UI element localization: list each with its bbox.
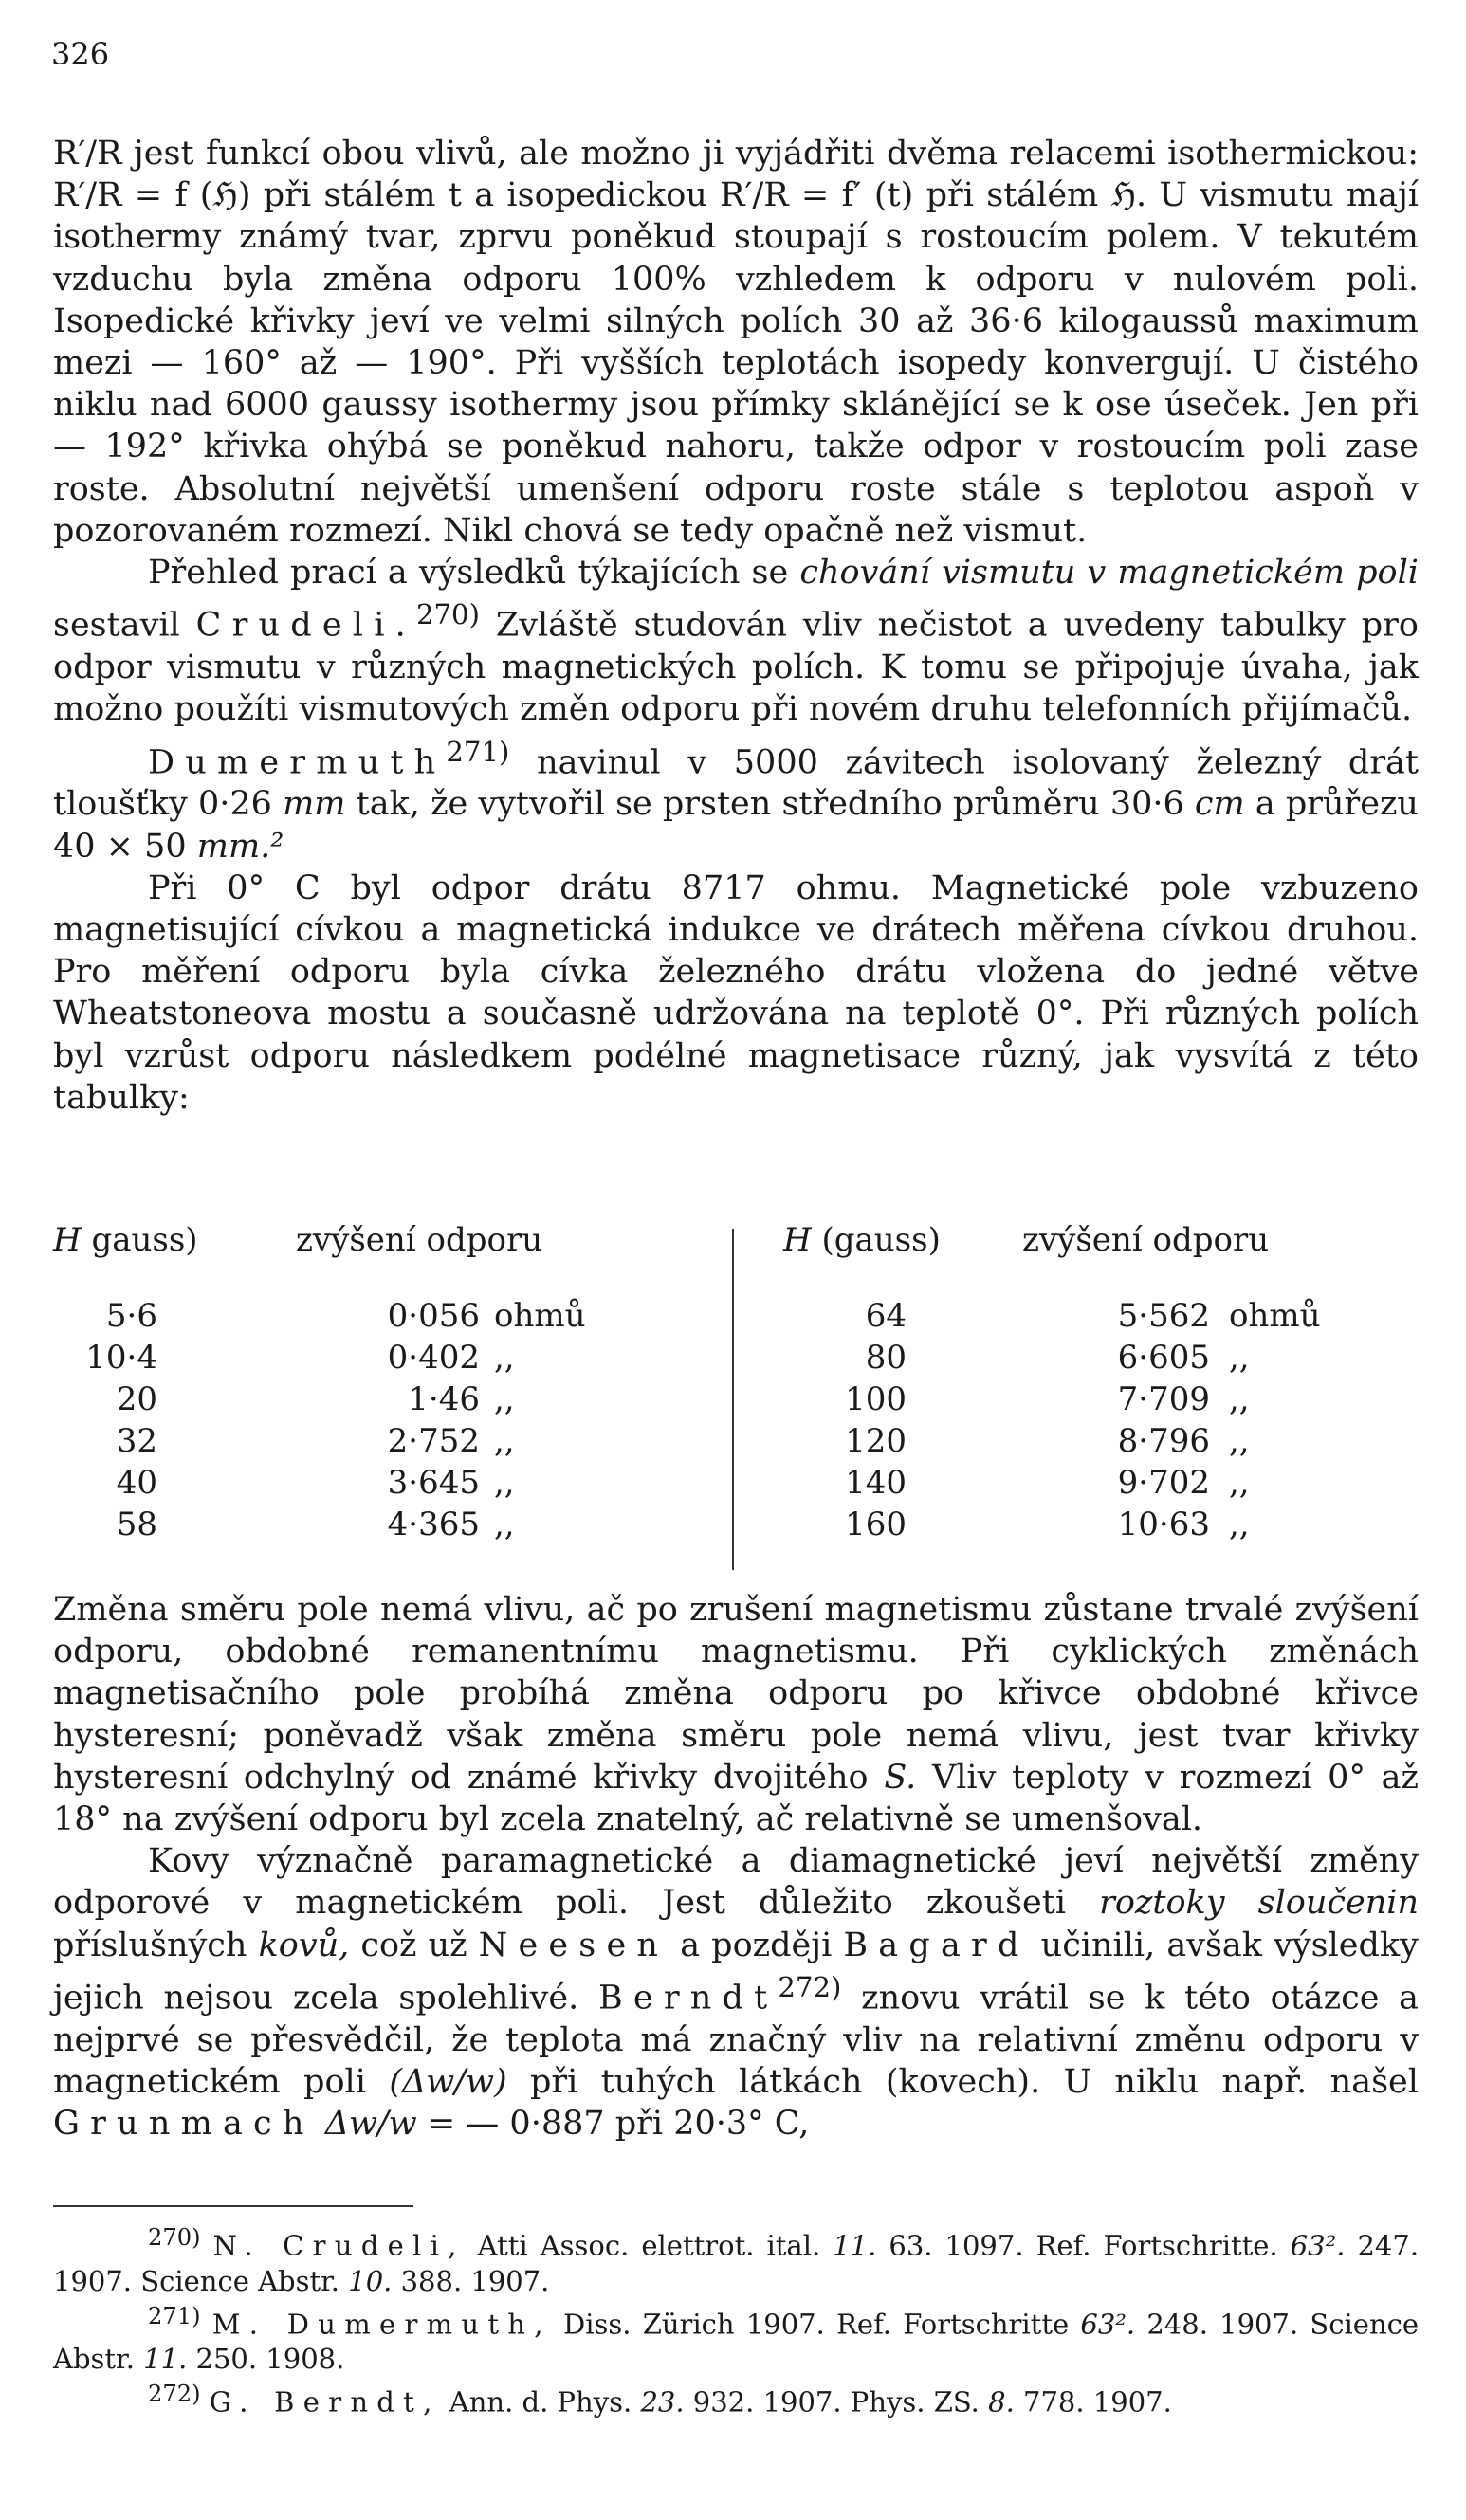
cell-unit: ,, [494,1464,515,1502]
text-run: Změna směru pole nemá vlivu, ač po zrušení magnetismu zůstane trvalé zvýšení odporu, obdobné remanentnímu magnetismu. Při cyklických změnách magnetisačního pole probíhá změna odporu po křivce obdobné křivce hysteresní; poněvadž však změna směru pole nemá vlivu, jest tvar křivky hysteresní odchylný od známé křivky dvojitého [53,1591,1419,1797]
footnote-ref: 271) [446,735,510,768]
author-name: Grunmach [53,2105,315,2144]
volume: 11. [143,2343,188,2376]
paragraph-measurement: Při 0° C byl odpor drátu 8717 ohmu. Magnetické pole vzbuzeno magnetisující cívkou a magnetická indukce ve drátech měřena cívkou druhou. Pro měření odporu byla cívka železného drátu vložena do jedné větve Wheatstoneova mostu a současně udržována na teplotě 0°. Při různých polích byl vzrůst odporu následkem podélné magnetisace různý, jak vysvítá z této tabulky: [53,868,1419,1117]
footnote-270 [53,2220,1419,2299]
unit: mm [283,785,346,824]
unit-label: gauss) [91,1221,198,1259]
volume: 23. [640,2385,685,2419]
table-header-value: zvýšení odporu [296,1221,543,1259]
cell-h: 32 [116,1422,157,1460]
text-run: Vliv teploty v rozmezí 0° až 18° na zvýšení odporu byl zcela znatelný, ač relativně se umenšoval. [53,1758,1419,1839]
unit: cm [1194,785,1245,824]
page-number: 326 [51,36,110,72]
italic-phrase: chování vismutu v magnetickém poli [799,554,1419,593]
table-row [53,1504,736,1545]
cell-h: 58 [116,1506,157,1543]
text-run: znovu vrátil se k této otázce a nejprvé se přesvědčil, že teplota má značný vliv na relativní změnu odporu v magnetickém poli [53,1979,1419,2101]
volume: 63². [1080,2308,1136,2341]
volume: 10. [348,2264,393,2297]
cell-h: 100 [845,1380,907,1418]
paragraph-alloys [53,1840,1419,2145]
footnote-272 [53,2377,1419,2420]
cell-h: 140 [845,1464,907,1502]
unit: mm.² [196,827,284,866]
italic-phrase: kovů, [258,1926,350,1964]
text-run: tak, že vytvořil se prsten středního průměru 30·6 [356,785,1184,824]
cell-unit: ohmů [1229,1297,1321,1335]
footnotes [53,2220,1419,2420]
text-run: 932. 1907. Phys. ZS. [692,2385,980,2419]
table-right [736,1219,1419,1570]
footnote-mark: 271) [148,2302,201,2329]
footnote-ref: 270) [415,598,480,631]
author-name: Neesen [478,1926,669,1964]
text-run: 247. 1907. Science Abstr. [53,2229,1420,2297]
cell-unit: ,, [1229,1506,1250,1543]
footnote-mark: 272) [148,2381,201,2408]
cell-h: 120 [845,1422,907,1460]
text-run: při tuhých látkách (kovech). U niklu např. našel [529,2062,1419,2101]
table-row [53,1462,736,1504]
cell-value: 9·702 [1117,1464,1210,1502]
table-header-h [783,1219,941,1261]
cell-unit: ,, [494,1380,515,1418]
table-row [736,1504,1419,1545]
text-run: 63. 1097. Ref. Fortschritte. [889,2229,1278,2262]
paragraph-dumermuth [53,731,1419,867]
italic-phrase: roztoky sloučenin [1099,1884,1419,1923]
cell-value: 8·796 [1117,1422,1210,1460]
text-run: učinili, avšak výsledky jejich nejsou zcela spolehlivé. [53,1926,1419,2018]
cell-h: 64 [865,1297,907,1335]
author-name: M. Dumermuth, [211,2308,552,2341]
text-run: Atti Assoc. elettrot. ital. [477,2229,821,2262]
cell-unit: ,, [494,1422,515,1460]
text-run: sestavil [53,606,180,645]
main-text [53,133,1419,1119]
cell-value: 7·709 [1117,1380,1210,1418]
table-row [53,1295,736,1337]
table-left [53,1219,736,1570]
text-run: Diss. Zürich 1907. Ref. Fortschritte [562,2308,1070,2341]
text-run: 250. 1908. [195,2343,345,2376]
paragraph-crudeli [53,552,1419,730]
volume: 8. [988,2385,1015,2419]
table-header-value: zvýšení odporu [1022,1221,1270,1259]
cell-h: 20 [116,1380,157,1418]
paragraph-hysteresis [53,1589,1419,1840]
author-name: Bagard [843,1926,1030,1964]
text-run: navinul v 5000 závitech isolovaný železný drát tloušťky 0·26 [53,743,1419,824]
lower-text [53,1589,1419,2145]
table-row [736,1420,1419,1462]
symbol-h: H [783,1221,812,1259]
author-name: Berndt [597,1979,779,2018]
table-divider [732,1229,734,1570]
volume: 11. [833,2229,877,2262]
cell-unit: ohmů [494,1297,586,1335]
footnote-mark: 270) [148,2224,201,2251]
text-run: Zvláště studován vliv nečistot a uvedeny tabulky pro odpor vismutu v různých magnetických polích. K tomu se připojuje úvaha, jak možno použíti vismutových změn odporu při novém druhu telefonních přijímačů. [53,606,1419,729]
text-run: Přehled prací a výsledků týkajících se [148,554,789,593]
cell-unit: ,, [1229,1339,1250,1377]
cell-unit: ,, [1229,1464,1250,1502]
table-row [53,1379,736,1420]
text-run: a průřezu 40 × 50 [53,785,1419,866]
table-row [736,1337,1419,1379]
table-row [736,1379,1419,1420]
table-row [53,1420,736,1462]
text-run: = — 0·887 při 20·3° C, [427,2105,810,2144]
text-run: a později [680,1926,833,1964]
footnote-ref: 272) [778,1970,842,2003]
cell-value: 2·752 [387,1422,480,1460]
unit-label: (gauss) [821,1221,941,1259]
cell-h: 80 [865,1339,907,1377]
cell-unit: ,, [494,1506,515,1543]
volume: 63². [1290,2229,1346,2262]
text-run: Ann. d. Phys. [449,2385,632,2419]
cell-value: 4·365 [387,1506,480,1543]
text-run: 388. 1907. [400,2264,550,2297]
table-row [53,1337,736,1379]
cell-unit: ,, [494,1339,515,1377]
text-run: příslušných [53,1926,247,1964]
text-run: 778. 1907. [1023,2385,1172,2419]
paragraph-isothermy: R′/R jest funkcí obou vlivů, ale možno ji vyjádřiti dvěma relacemi isothermickou: R′/R = f (ℌ) při stálém t a isopedickou R′/R = f′ (t) při stálém ℌ. U vismutu mají isothermy známý tvar, zprvu poněkud stoupají s rostoucím polem. V tekutém vzduchu byla změna odporu 100% vzhledem k odporu v nulovém poli. Isopedické křivky jeví ve velmi silných polích 30 až 36·6 kilogaussů maximum mezi — 160° až — 190°. Při vyšších teplotách isopedy konvergují. U čistého niklu nad 6000 gaussy isothermy jsou přímky sklánějící se k ose úseček. Jen při — 192° křivka ohýbá se poněkud nahoru, takže odpor v rostoucím poli zase roste. Absolutní největší umenšení odporu roste stále s teplotou aspoň v pozorovaném rozmezí. Nikl chová se tedy opačně než vismut. [53,135,1419,550]
footnote-271 [53,2299,1419,2378]
italic-letter: S. [884,1758,917,1797]
author-name: Dumermuth [148,743,447,782]
footnote-rule [53,2205,413,2207]
cell-unit: ,, [1229,1380,1250,1418]
cell-h: 40 [116,1464,157,1502]
cell-value: 3·645 [387,1464,480,1502]
formula: Δw/w [324,2105,417,2144]
table-row [736,1295,1419,1337]
text-run: Kovy význačně paramagnetické a diamagnetické jeví největší změny odporové v magnetickém poli. Jest důležito zkoušeti [53,1842,1419,1923]
formula: (Δw/w) [389,2062,507,2101]
cell-value: 5·562 [1117,1297,1210,1335]
table-header-h [53,1219,198,1261]
cell-h: 5·6 [105,1297,157,1335]
symbol-h: H [53,1221,82,1259]
cell-h: 10·4 [85,1339,157,1377]
cell-value: 0·402 [387,1339,480,1377]
cell-value: 1·46 [408,1380,480,1418]
cell-unit: ,, [1229,1422,1250,1460]
author-name: Crudeli. [195,606,416,645]
cell-value: 10·63 [1117,1506,1210,1543]
author-name: G. Berndt, [209,2385,441,2419]
author-name: N. Crudeli, [212,2229,466,2262]
cell-h: 160 [845,1506,907,1543]
table-row [736,1462,1419,1504]
text-run: což už [360,1926,467,1964]
text-run: 248. 1907. Science Abstr. [53,2308,1420,2376]
cell-value: 6·605 [1117,1339,1210,1377]
cell-value: 0·056 [387,1297,480,1335]
